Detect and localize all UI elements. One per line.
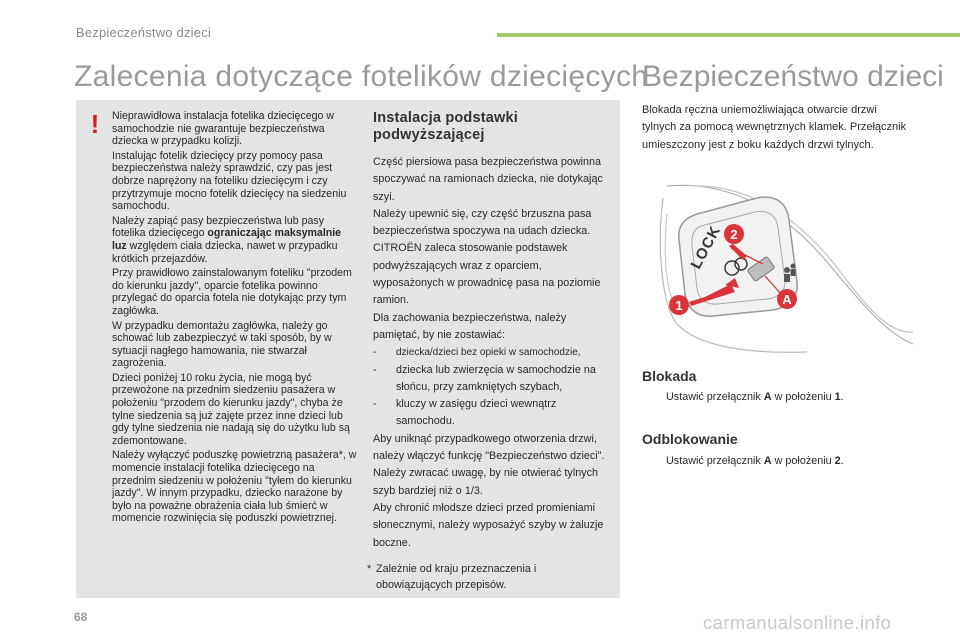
warning-paragraph: Dzieci poniżej 10 roku życia, nie mogą być przewożone na przednim siedzeniu pasażera w położeniu "przodem do kierunku jazdy", chyba że tylne siedzenia są już zajęte przez inne dzieci lub gdy tylne siedzenia nie nadają się do użytku lub są zdemontowane. bbox=[112, 371, 350, 447]
unlock-step bbox=[646, 454, 844, 468]
text-fragment: w położeniu bbox=[771, 391, 835, 403]
booster-paragraph: Należy zwracać uwagę, by nie otwierać tylnych szyb bardziej niż o 1/3. bbox=[373, 467, 599, 497]
step-text bbox=[666, 455, 844, 467]
text-fragment: Ustawić przełącznik bbox=[666, 391, 764, 403]
marker-2-label: 2 bbox=[730, 227, 738, 242]
text-fragment: względem ciała dziecka, nawet w przypadku krótkich przejazdów. bbox=[112, 239, 338, 265]
list-item: - kluczy w zasięgu dzieci wewnątrz samochodu. bbox=[373, 396, 613, 431]
lock-step bbox=[646, 390, 844, 404]
booster-section bbox=[373, 110, 613, 552]
warning-paragraph: Należy wyłączyć poduszkę powietrzną pasażera*, w momencie instalacji fotelika dziecięcego na przednim siedzeniu w położeniu "tyłem do kierunku jazdy". W innym przypadku, dziecko narażone by było na poważne obrażenia ciała lub śmierć w momencie rozwinięcia się poduszki powietrznej. bbox=[112, 449, 357, 525]
booster-paragraph: CITROËN zaleca stosowanie podstawek podwyższających wraz z oparciem, wyposażonych w prowadnicę pasa na poziomie ramion. bbox=[373, 242, 601, 307]
marker-1-label: 1 bbox=[675, 298, 683, 313]
booster-paragraph: Część piersiowa pasa bezpieczeństwa powinna spoczywać na ramionach dziecka, nie dotykając szyi. bbox=[373, 156, 603, 203]
warning-paragraph: Instalując fotelik dziecięcy przy pomocy pasa bezpieczeństwa należy sprawdzić, czy pas jest dobrze naprężony na foteliku dziecięcym i czy przytrzymuje mocno fotelik dziecięcy na siedzeniu samochodu. bbox=[112, 149, 347, 213]
warning-paragraph: W przypadku demontażu zagłówka, należy go schować lub zabezpieczyć w taki sposób, by w sytuacji nagłego hamowania, nie stwarzał zagrożenia. bbox=[112, 319, 332, 370]
footnote-text: Zależnie od kraju przeznaczenia i obowiązujących przepisów. bbox=[376, 563, 537, 591]
child-lock-illustration bbox=[637, 184, 913, 356]
footnote bbox=[367, 561, 607, 593]
marker-a-label: A bbox=[782, 292, 792, 307]
switch-ref: A bbox=[763, 391, 772, 403]
page-number: 68 bbox=[74, 610, 88, 624]
lock-label: LOCK bbox=[687, 222, 725, 272]
emphasis-text: ograniczając maksymalnie luz bbox=[112, 227, 342, 252]
text-fragment: . bbox=[840, 455, 844, 467]
side-section-title: Bezpieczeństwo dzieci bbox=[642, 60, 944, 93]
warning-paragraph-belt bbox=[112, 215, 357, 265]
booster-paragraph: Dla zachowania bezpieczeństwa, należy pamiętać, by nie zostawiać: bbox=[373, 311, 567, 341]
lock-heading: Blokada bbox=[642, 368, 697, 384]
booster-list bbox=[373, 344, 613, 430]
booster-heading: Instalacja podstawki podwyższającej bbox=[373, 110, 519, 143]
page-title: Zalecenia dotyczące fotelików dziecięcych bbox=[74, 60, 649, 93]
warning-paragraph: Przy prawidłowo zainstalowanym foteliku "przodem do kierunku jazdy", oparcie fotelika powinno przylegać do oparcia fotela nie dotykając przy tym zagłówka. bbox=[112, 267, 352, 317]
step-text bbox=[666, 391, 844, 403]
watermark: carmanualsonline.info bbox=[703, 612, 892, 633]
warning-text bbox=[112, 110, 357, 527]
intro-text: Blokada ręczna uniemożliwiająca otwarcie drzwi tylnych za pomocą wewnętrznych klamek. Przełącznik umieszczony jest z boku każdych drzwi tylnych. bbox=[642, 104, 907, 151]
text-fragment: . bbox=[840, 391, 844, 403]
switch-ref: A bbox=[763, 455, 772, 467]
warning-paragraph: Nieprawidłowa instalacja fotelika dziecięcego w samochodzie nie gwarantuje bezpieczeństwa dziecka w przypadku kolizji. bbox=[112, 110, 334, 148]
list-item: - dziecka lub zwierzęcia w samochodzie na słońcu, przy zamkniętych szybach, bbox=[373, 362, 613, 397]
exclamation-icon: ! bbox=[90, 109, 100, 139]
booster-paragraph: Należy upewnić się, czy część brzuszna pasa bezpieczeństwa spoczywa na udach dziecka. bbox=[373, 207, 592, 238]
booster-body bbox=[373, 154, 613, 552]
section-title: Bezpieczeństwo dzieci bbox=[76, 25, 211, 40]
text-fragment: w położeniu bbox=[771, 455, 835, 467]
booster-paragraph: Aby chronić młodsze dzieci przed promieniami słonecznymi, należy wyposażyć szyby w żaluzje boczne. bbox=[373, 501, 604, 549]
list-item: - dziecka/dzieci bez opieki w samochodzie, bbox=[373, 344, 613, 361]
position-ref: 2 bbox=[834, 455, 841, 467]
unlock-heading: Odblokowanie bbox=[642, 431, 738, 447]
booster-paragraph: Aby uniknąć przypadkowego otworzenia drzwi, należy włączyć funkcję "Bezpieczeństwo dzieci". bbox=[373, 432, 605, 463]
text-fragment: Należy zapiąć pasy bezpieczeństwa lub pasy fotelika dziecięcego bbox=[112, 214, 324, 240]
text-fragment: Ustawić przełącznik bbox=[666, 455, 764, 467]
footnote-marker: * bbox=[367, 563, 372, 575]
position-ref: 1 bbox=[834, 391, 841, 403]
header-accent-rule bbox=[497, 33, 960, 37]
